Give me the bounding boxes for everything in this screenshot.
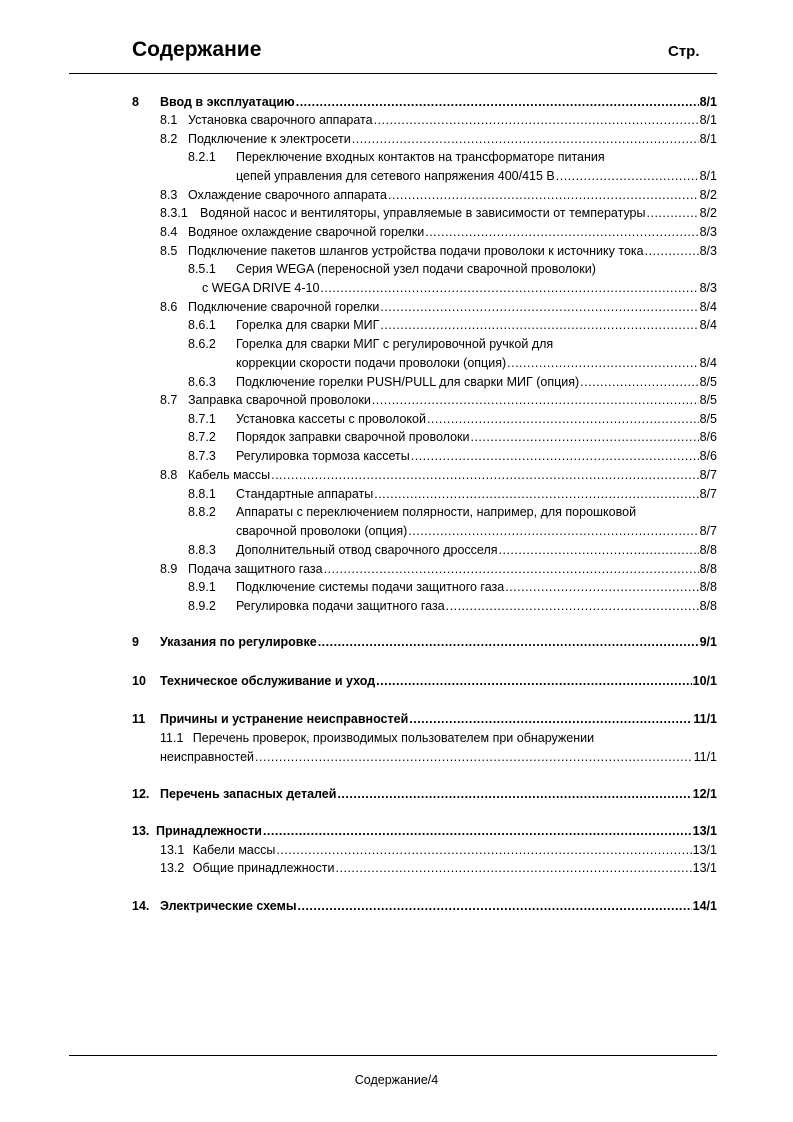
toc-entry[interactable]: [160, 223, 717, 241]
toc-entry[interactable]: [188, 373, 717, 391]
dot-leader: [324, 560, 699, 578]
toc-entry-title: Принадлежности: [156, 824, 262, 838]
toc-entry-title: Серия WEGA (переносной узел подачи сварочной проволоки): [236, 262, 596, 276]
toc-entry[interactable]: [132, 672, 717, 690]
toc-entry-title: Дополнительный отвод сварочного дросселя: [236, 543, 498, 557]
toc-entry[interactable]: [188, 410, 717, 428]
toc-entry[interactable]: [160, 748, 717, 766]
toc-entry-title: цепей управления для сетевого напряжения 400/415 В: [236, 169, 555, 183]
dot-leader: [380, 298, 698, 316]
header-divider: [69, 73, 717, 74]
toc-entry-title: неисправностей: [160, 750, 255, 764]
dot-leader: [337, 785, 691, 803]
toc-entry-title: Установка сварочного аппарата: [188, 113, 373, 127]
toc-entry-title: Переключение входных контактов на трансформаторе питания: [236, 150, 605, 164]
toc-entry[interactable]: [188, 148, 717, 166]
toc-entry-number: 8.7: [160, 393, 178, 407]
dot-leader: [263, 822, 692, 840]
toc-entry-number: 8.7.1: [188, 412, 216, 426]
toc-entry-page: 8/7: [699, 524, 717, 538]
toc-entry-page: 8/5: [699, 393, 717, 407]
toc-entry-page: 8/4: [699, 300, 717, 314]
toc-entry-page: 8/7: [699, 487, 717, 501]
toc-entry-number: 11.1: [160, 731, 184, 745]
dot-leader: [388, 186, 699, 204]
dot-leader: [374, 111, 699, 129]
toc-entry-number: 8.6: [160, 300, 178, 314]
toc-entry-page: 12/1: [692, 787, 717, 801]
toc-entry-page: 8/6: [699, 430, 717, 444]
dot-leader: [352, 130, 699, 148]
toc-entry-page: 8/2: [699, 206, 717, 220]
dot-leader: [425, 223, 698, 241]
toc-entry-title: Установка кассеты с проволокой: [236, 412, 426, 426]
toc-entry-number: 8.8: [160, 468, 178, 482]
dot-leader: [499, 541, 699, 559]
toc-entry-number: 8.4: [160, 225, 178, 239]
toc-entry[interactable]: [160, 841, 717, 859]
toc-entry-number: 13.: [132, 824, 150, 838]
dot-leader: [645, 242, 699, 260]
toc-entry-title: Водяной насос и вентиляторы, управляемые в зависимости от температуры: [200, 206, 646, 220]
toc-entry-title: Подключение пакетов шлангов устройства подачи проволоки к источнику тока: [188, 244, 644, 258]
toc-entry-title: Подача защитного газа: [188, 562, 323, 576]
toc-entry-number: 13.2: [160, 861, 185, 875]
toc-entry-title: с WEGA DRIVE 4-10: [202, 281, 320, 295]
dot-leader: [255, 748, 693, 766]
toc-entry[interactable]: [160, 466, 717, 484]
dot-leader: [271, 466, 699, 484]
toc-entry-page: 8/3: [699, 281, 717, 295]
toc-entry[interactable]: [188, 503, 717, 521]
toc-entry-number: 8.7.2: [188, 430, 216, 444]
toc-entry-page: 8/8: [699, 580, 717, 594]
toc-entry-number: 8.6.1: [188, 318, 216, 332]
dot-leader: [296, 93, 699, 111]
toc-entry-page: 11/1: [693, 712, 717, 726]
footer-divider: [69, 1055, 717, 1056]
toc-entry[interactable]: [188, 354, 717, 372]
toc-entry-title: Стандартные аппараты: [236, 487, 374, 501]
toc-entry[interactable]: [188, 316, 717, 334]
toc-entry-page: 13/1: [692, 861, 717, 875]
toc-entry-title: Указания по регулировке: [160, 635, 317, 649]
toc-entry-title: Водяное охлаждение сварочной горелки: [188, 225, 425, 239]
dot-leader: [408, 522, 698, 540]
toc-entry[interactable]: [188, 578, 717, 596]
toc-entry-title: Общие принадлежности: [192, 861, 335, 875]
dot-leader: [411, 447, 699, 465]
toc-entry[interactable]: [188, 335, 717, 353]
toc-entry-title: Кабели массы: [192, 843, 276, 857]
page-column-label: Стр.: [668, 43, 700, 60]
toc-entry-page: 8/1: [699, 169, 717, 183]
toc-entry-page: 10/1: [692, 674, 717, 688]
toc-entry-page: 8/4: [699, 318, 717, 332]
toc-entry-title: Причины и устранение неисправностей: [160, 712, 409, 726]
toc-entry-title: Аппараты с переключением полярности, например, для порошковой: [236, 505, 637, 519]
toc-entry-title: Охлаждение сварочного аппарата: [188, 188, 388, 202]
toc-entry[interactable]: [132, 710, 717, 728]
toc-entry[interactable]: [188, 522, 717, 540]
toc-entry-page: 13/1: [692, 843, 717, 857]
toc-entry-title: Регулировка подачи защитного газа: [236, 599, 445, 613]
toc-entry-title: Порядок заправки сварочной проволоки: [236, 430, 470, 444]
dot-leader: [446, 597, 699, 615]
dot-leader: [372, 391, 699, 409]
toc-entry-number: 8.8.2: [188, 505, 216, 519]
toc-entry-page: 14/1: [692, 899, 717, 913]
toc-entry[interactable]: [188, 541, 717, 559]
toc-entry-title: Заправка сварочной проволоки: [188, 393, 371, 407]
toc-entry-number: 8.2.1: [188, 150, 216, 164]
dot-leader: [556, 167, 699, 185]
toc-entry-title: Горелка для сварки МИГ с регулировочной ручкой для: [236, 337, 554, 351]
toc-entry-page: 8/8: [699, 562, 717, 576]
dot-leader: [276, 841, 691, 859]
toc-entry-title: Горелка для сварки МИГ: [236, 318, 380, 332]
toc-entry-number: 14.: [132, 899, 150, 913]
toc-entry[interactable]: [188, 597, 717, 615]
dot-leader: [380, 316, 698, 334]
dot-leader: [580, 373, 698, 391]
toc-entry[interactable]: [132, 633, 717, 651]
toc-entry[interactable]: [188, 167, 717, 185]
toc-entry-title: Ввод в эксплуатацию: [160, 95, 295, 109]
toc-entry-page: 8/4: [699, 356, 717, 370]
toc-entry-number: 8.1: [160, 113, 178, 127]
toc-entry[interactable]: [160, 204, 717, 222]
toc-entry-number: 9: [132, 635, 139, 649]
toc-entry-title: Подключение системы подачи защитного газа: [236, 580, 505, 594]
toc-entry-number: 12.: [132, 787, 150, 801]
toc-entry-page: 8/3: [699, 244, 717, 258]
toc-entry[interactable]: [160, 186, 717, 204]
toc-entry-title: Регулировка тормоза кассеты: [236, 449, 410, 463]
toc-entry-number: 13.1: [160, 843, 185, 857]
toc-entry[interactable]: [188, 485, 717, 503]
toc-entry[interactable]: [188, 260, 717, 278]
toc-entry-page: 8/8: [699, 599, 717, 613]
toc-entry-number: 8.6.2: [188, 337, 216, 351]
dot-leader: [336, 859, 692, 877]
dot-leader: [320, 279, 698, 297]
toc-entry[interactable]: [132, 822, 717, 840]
toc-entry[interactable]: [188, 447, 717, 465]
toc-entry-title: Подключение сварочной горелки: [188, 300, 380, 314]
toc-entry-number: 8.9: [160, 562, 178, 576]
toc-entry-page: 9/1: [699, 635, 717, 649]
toc-entry-page: 8/1: [699, 113, 717, 127]
toc-entry[interactable]: [188, 279, 717, 297]
toc-entry-number: 8.9.2: [188, 599, 216, 613]
toc-entry-page: 8/5: [699, 375, 717, 389]
toc-entry-title: Кабель массы: [188, 468, 271, 482]
toc-entry-number: 8.2: [160, 132, 178, 146]
toc-entry[interactable]: [160, 859, 717, 877]
toc-entry-page: 8/1: [699, 95, 717, 109]
toc-entry[interactable]: [160, 130, 717, 148]
toc-entry[interactable]: [160, 242, 717, 260]
dot-leader: [505, 578, 698, 596]
dot-leader: [376, 672, 692, 690]
toc-entry-title: Техническое обслуживание и уход: [160, 674, 376, 688]
toc-entry[interactable]: [188, 428, 717, 446]
toc-entry-number: 8.6.3: [188, 375, 216, 389]
page-title: Содержание: [132, 38, 262, 61]
toc-entry-number: 8.3: [160, 188, 178, 202]
toc-entry-title: Подключение к электросети: [188, 132, 351, 146]
toc-entry[interactable]: [160, 560, 717, 578]
toc-entry[interactable]: [160, 298, 717, 316]
toc-entry-page: 13/1: [692, 824, 717, 838]
dot-leader: [318, 633, 699, 651]
toc-entry-title: Перечень запасных деталей: [160, 787, 337, 801]
toc-entry[interactable]: [132, 897, 717, 915]
toc-entry-number: 8: [132, 95, 139, 109]
dot-leader: [507, 354, 698, 372]
toc-entry-number: 8.5.1: [188, 262, 216, 276]
dot-leader: [427, 410, 699, 428]
toc-entry[interactable]: [132, 93, 717, 111]
dot-leader: [470, 428, 698, 446]
page-footer: Содержание/4: [354, 1073, 439, 1087]
dot-leader: [647, 204, 699, 222]
toc-entry[interactable]: [160, 729, 717, 747]
toc-entry-title: Перечень проверок, производимых пользователем при обнаружении: [192, 731, 595, 745]
toc-entry-title: сварочной проволоки (опция): [236, 524, 408, 538]
toc-entry[interactable]: [160, 391, 717, 409]
toc-entry-title: Электрические схемы: [160, 899, 297, 913]
toc-entry-title: Подключение горелки PUSH/PULL для сварки МИГ (опция): [236, 375, 580, 389]
toc-entry-number: 10: [132, 674, 146, 688]
toc-entry-page: 8/1: [699, 132, 717, 146]
dot-leader: [298, 897, 692, 915]
dot-leader: [374, 485, 698, 503]
toc-entry-page: 8/7: [699, 468, 717, 482]
toc-entry-number: 8.8.3: [188, 543, 216, 557]
toc-entry[interactable]: [132, 785, 717, 803]
dot-leader: [409, 710, 692, 728]
toc-entry-number: 11: [132, 712, 146, 726]
toc-entry[interactable]: [160, 111, 717, 129]
toc-entry-page: 11/1: [693, 750, 717, 764]
toc-entry-title: коррекции скорости подачи проволоки (опция): [236, 356, 507, 370]
toc-entry-page: 8/8: [699, 543, 717, 557]
toc-entry-page: 8/2: [699, 188, 717, 202]
toc-entry-number: 8.5: [160, 244, 178, 258]
toc-entry-number: 8.3.1: [160, 206, 188, 220]
toc-entry-page: 8/5: [699, 412, 717, 426]
toc-entry-page: 8/3: [699, 225, 717, 239]
toc-entry-number: 8.9.1: [188, 580, 216, 594]
toc-entry-number: 8.7.3: [188, 449, 216, 463]
toc-entry-number: 8.8.1: [188, 487, 216, 501]
toc-entry-page: 8/6: [699, 449, 717, 463]
